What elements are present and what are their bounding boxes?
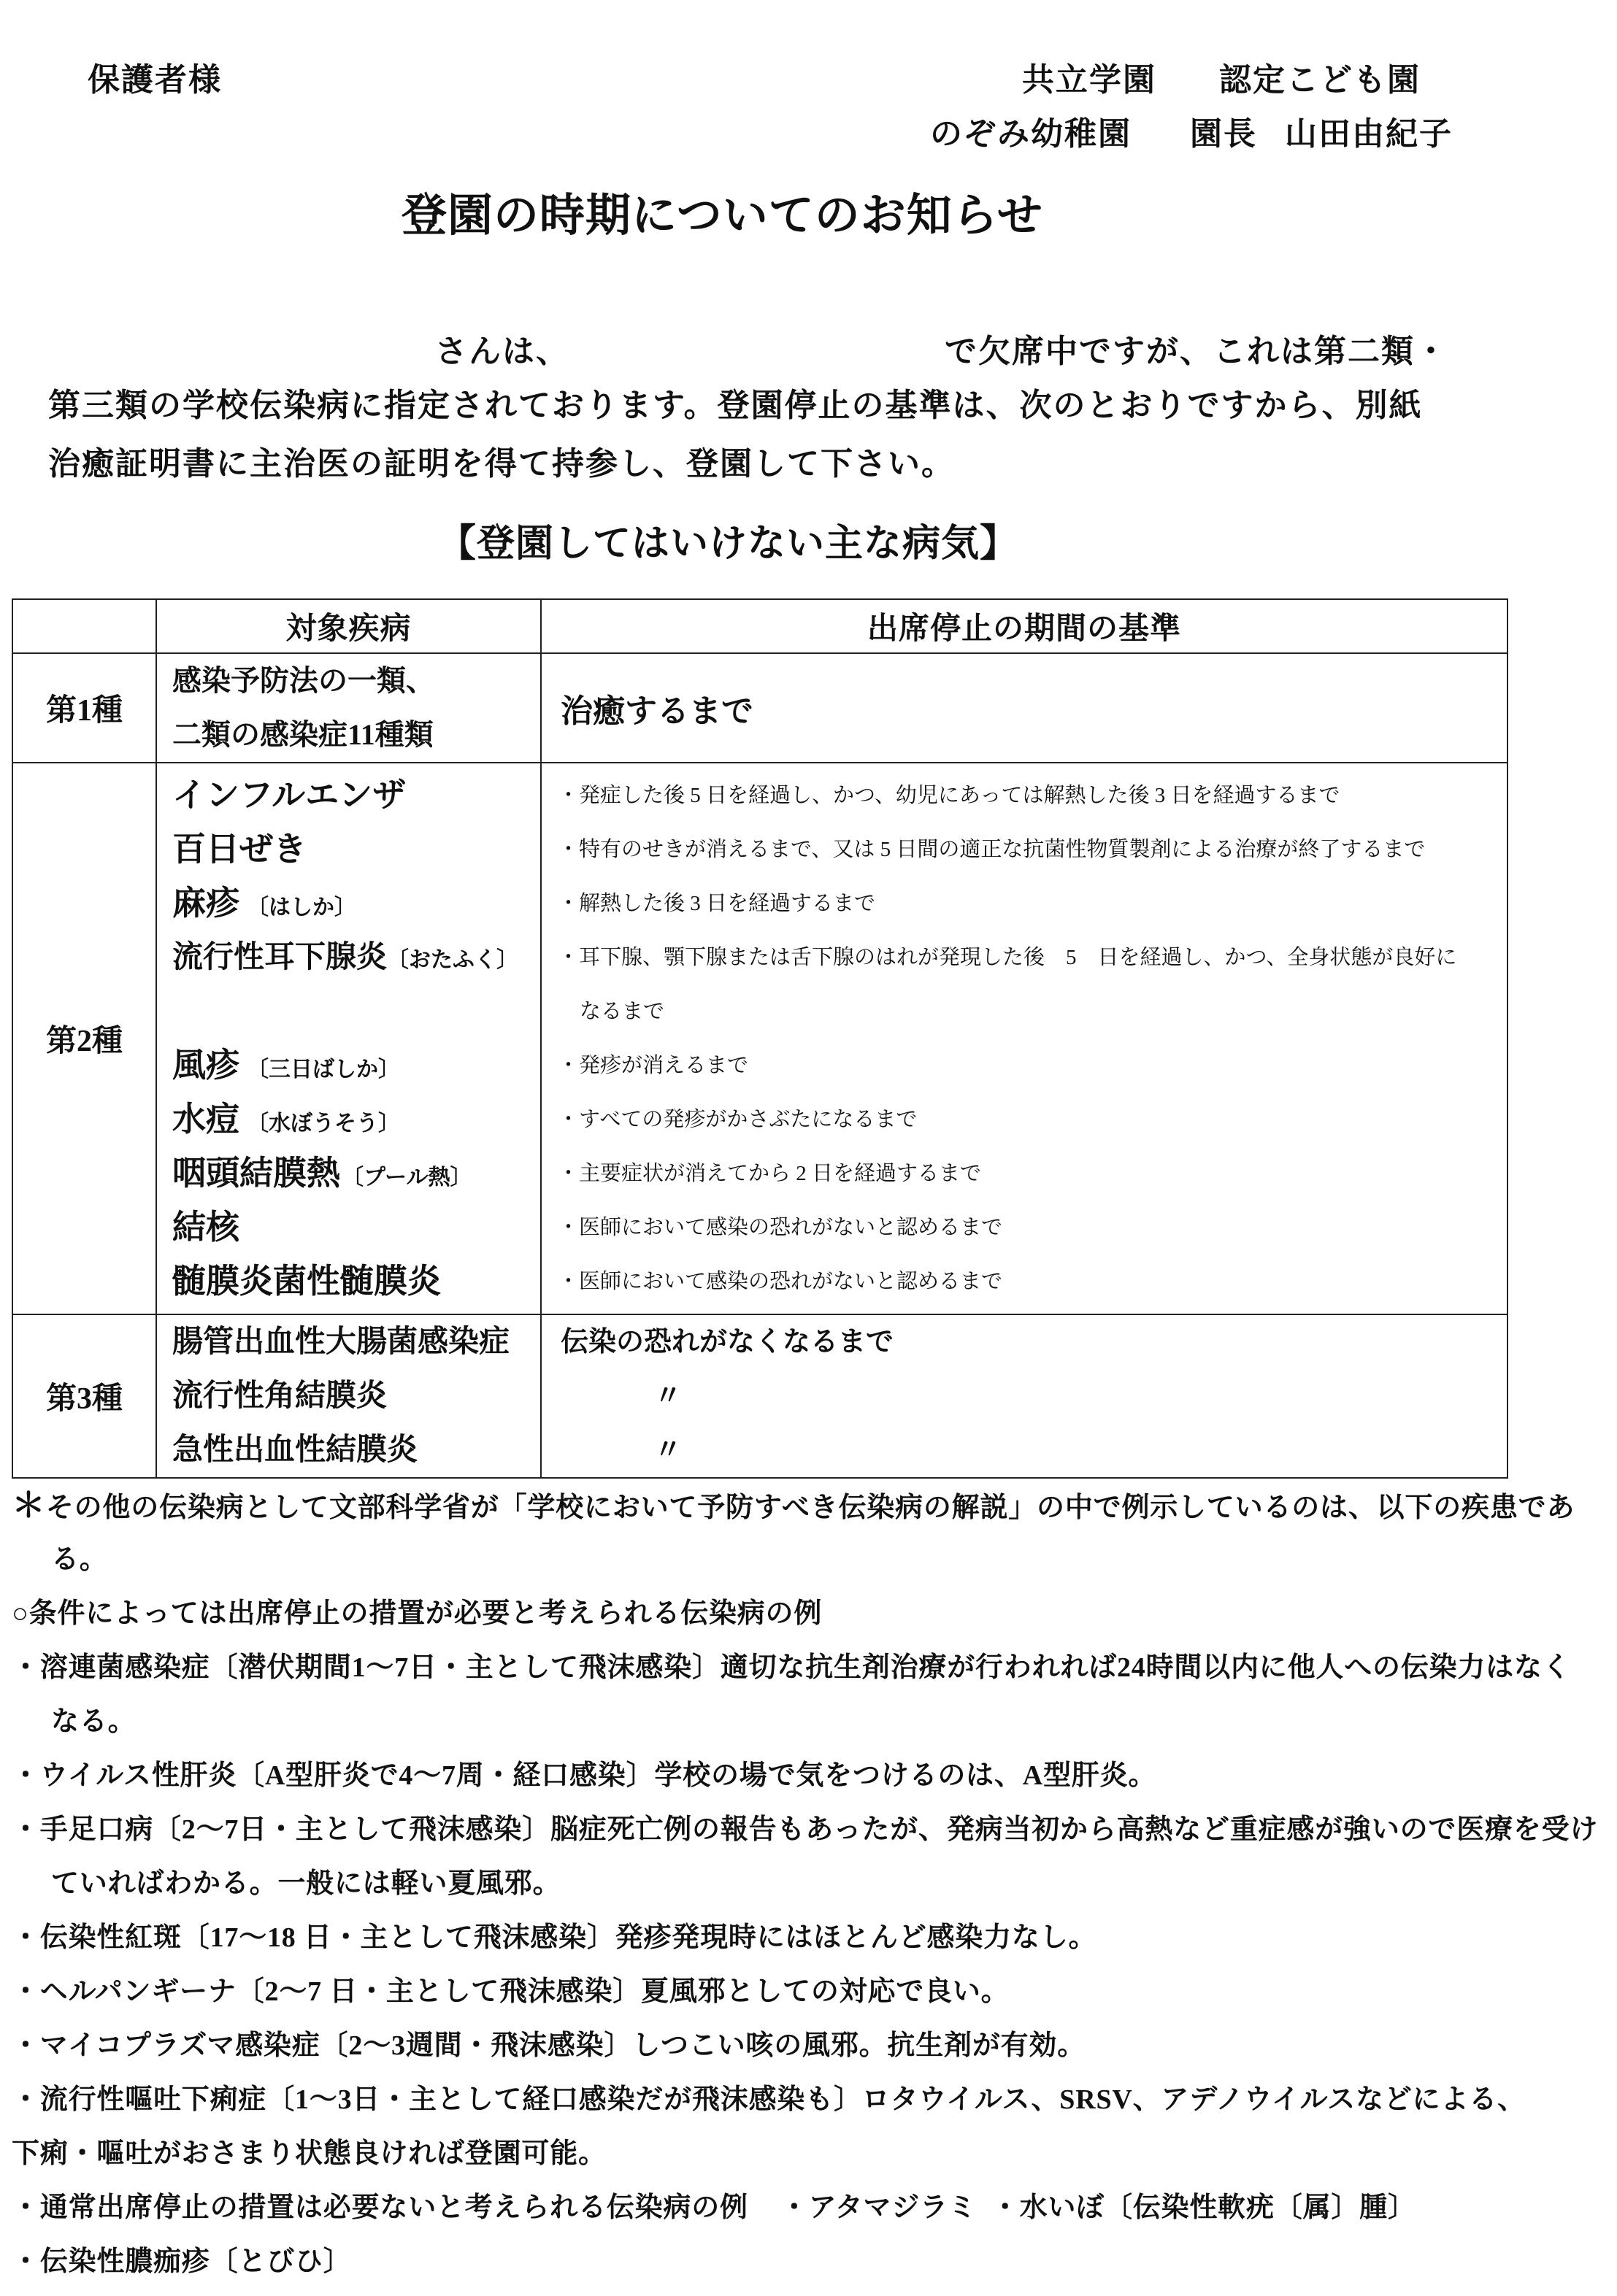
principal-name: 山田由紀子 <box>1285 116 1453 152</box>
disease-item <box>172 1255 540 1309</box>
disease-name: 麻疹 <box>172 885 239 922</box>
class1-disease-line: 感染予防法の一類、 <box>172 664 435 697</box>
conditional-item-continuation: ていればわかる。一般には軽い夏風邪。 <box>51 1868 561 1899</box>
criteria-line: ・耳下腺、顎下腺または舌下腺のはれが発現した後 5 日を経過し、かつ、全身状態が良好に <box>558 946 1457 969</box>
conditional-item: ・ウイルス性肝炎〔A型肝炎で4～7周・経口感染〕学校の場で気をつけるのは、A型肝炎。 <box>12 1760 1157 1791</box>
class2-disease-cell <box>157 763 542 1315</box>
intro-line2: 第三類の学校伝染病に指定されております。登園停止の基準は、次のとおりですから、別紙 <box>48 388 1423 423</box>
line-spacer <box>172 985 540 1039</box>
disease-name: 咽頭結膜熱 <box>172 1155 340 1192</box>
disease-name: 結核 <box>172 1209 239 1246</box>
footnote-line <box>12 1479 1603 1533</box>
disease-item <box>172 877 540 931</box>
table-header-disease: 対象疾病 <box>157 600 542 654</box>
class2-criteria-cell <box>542 763 1507 1315</box>
not-required-line <box>12 2181 1603 2235</box>
class1-disease-cell <box>157 654 542 763</box>
footnote-continuation: る。 <box>51 1544 108 1575</box>
not-required-heading: ・通常出席停止の措置は必要ないと考えられる伝染病の例 <box>12 2192 748 2223</box>
table-title: 【登園してはいけない主な病気】 <box>438 523 1019 565</box>
class1-label: 第1種 <box>13 654 157 763</box>
disease-name: 流行性耳下腺炎 <box>172 941 388 974</box>
ditto-mark: 〃 <box>654 1435 683 1465</box>
asterisk-marker: ＊ <box>12 1487 46 1524</box>
conditional-item-continuation: 下痢・嘔吐がおさまり状態良ければ登園可能。 <box>12 2138 607 2169</box>
intro-line1-start: さんは、 <box>435 334 569 369</box>
disease-name: 百日ぜき <box>172 831 307 868</box>
disease-name: インフルエンザ <box>172 777 407 814</box>
conditional-item: ・手足口病〔2～7日・主として飛沫感染〕脳症死亡例の報告もあったが、発病当初から高熱など重症感が強いので医療を受け <box>12 1814 1599 1845</box>
disease-common-name: 〔三日ばしか〕 <box>247 1058 400 1082</box>
class1-criteria: 治癒するまで <box>542 654 1507 763</box>
footnote-text: その他の伝染病として文部科学省が「学校において予防すべき伝染病の解説」の中で例示しているのは、以下の疾患であ <box>45 1492 1575 1523</box>
class3-label: 第3種 <box>13 1315 157 1477</box>
criteria-line: ・特有のせきが消えるまで、又は 5 日間の適正な抗菌性物質製剤による治療が終了するまで <box>558 838 1426 861</box>
disease-name: 風疹 <box>172 1047 239 1084</box>
criteria-line: ・医師において感染の恐れがないと認めるまで <box>558 1270 1003 1293</box>
disease-common-name: 〔水ぼうそう〕 <box>247 1112 400 1136</box>
facility-type: 認定こども園 <box>1219 62 1421 98</box>
intro-line3: 治癒証明書に主治医の証明を得て持参し、登園して下さい。 <box>48 446 955 482</box>
conditional-item: ・マイコプラズマ感染症〔2～3週間・飛沫感染〕しつこい咳の風邪。抗生剤が有効。 <box>12 2030 1086 2061</box>
criteria-line: ・医師において感染の恐れがないと認めるまで <box>558 1216 1003 1239</box>
table-header-corner <box>13 600 157 654</box>
table-header-criteria: 出席停止の期間の基準 <box>542 600 1507 654</box>
illness-blank <box>569 325 934 379</box>
disease-name: 腸管出血性大腸菌感染症 <box>172 1325 510 1359</box>
disease-item <box>172 1201 540 1255</box>
disease-item <box>172 931 540 985</box>
disease-item <box>172 768 540 823</box>
child-name-blank <box>48 325 428 379</box>
criteria-line: 伝染の恐れがなくなるまで <box>561 1327 894 1357</box>
criteria-line-continuation: なるまで <box>580 1000 665 1023</box>
disease-item <box>172 1093 540 1147</box>
criteria-line: ・解熱した後 3 日を経過するまで <box>558 892 876 915</box>
kindergarten-name: のぞみ幼稚園 <box>930 116 1132 152</box>
disease-item <box>172 823 540 877</box>
disease-common-name: 〔プール熱〕 <box>342 1166 472 1190</box>
conditional-heading: ○条件によっては出席停止の措置が必要と考えられる伝染病の例 <box>12 1598 823 1629</box>
disease-common-name: 〔はしか〕 <box>247 895 356 920</box>
conditional-item: ・ヘルパンギーナ〔2～7 日・主として飛沫感染〕夏風邪としての対応で良い。 <box>12 1976 1010 2007</box>
criteria-line: ・主要症状が消えてから 2 日を経過するまで <box>558 1162 982 1185</box>
conditional-item: ・伝染性紅斑〔17～18 日・主として飛沫感染〕発疹発現時にはほとんど感染力なし。 <box>12 1922 1097 1953</box>
disease-name: 流行性角結膜炎 <box>172 1379 388 1413</box>
disease-item <box>172 1039 540 1093</box>
not-required-item: ・アタマジラミ <box>780 2192 977 2223</box>
disease-table <box>12 598 1508 1479</box>
intro-line1-end: で欠席中ですが、これは第二類・ <box>945 334 1448 369</box>
principal-title: 園長 <box>1190 116 1257 152</box>
criteria-line: ・すべての発疹がかさぶたになるまで <box>558 1108 918 1131</box>
notes-section <box>12 1479 1603 2289</box>
class3-disease-cell <box>157 1315 542 1477</box>
ditto-mark: 〃 <box>654 1381 683 1411</box>
recipient: 保護者様 <box>88 62 222 98</box>
school-name: 共立学園 <box>1022 62 1156 98</box>
class2-label: 第2種 <box>13 763 157 1315</box>
not-required-item: ・水いぼ〔伝染性軟疣〔属〕腫〕 <box>991 2192 1416 2223</box>
criteria-line: ・発疹が消えるまで <box>558 1054 749 1077</box>
conditional-item: ・流行性嘔吐下痢症〔1～3日・主として経口感染だが飛沫感染も〕ロタウイルス、SRSV、アデノウイルスなどによる、 <box>12 2084 1526 2115</box>
conditional-item-continuation: なる。 <box>51 1706 137 1737</box>
not-required-item: ・伝染性膿痂疹〔とびひ〕 <box>12 2246 352 2277</box>
disease-name: 髄膜炎菌性髄膜炎 <box>172 1263 441 1300</box>
disease-common-name: 〔おたふく〕 <box>387 948 519 972</box>
criteria-line: ・発症した後 5 日を経過し、かつ、幼児にあっては解熱した後 3 日を経過するまで <box>558 784 1340 807</box>
document-title: 登園の時期についてのお知らせ <box>402 191 1043 241</box>
class3-criteria-cell <box>542 1315 1507 1477</box>
class1-disease-line: 二類の感染症11種類 <box>172 718 434 751</box>
disease-item <box>172 1147 540 1201</box>
conditional-item: ・溶連菌感染症〔潜伏期間1～7日・主として飛沫感染〕適切な抗生剤治療が行われれば24時間以内に他人への伝染力はなく <box>12 1652 1571 1683</box>
disease-name: 水痘 <box>172 1101 239 1138</box>
disease-name: 急性出血性結膜炎 <box>172 1433 418 1467</box>
